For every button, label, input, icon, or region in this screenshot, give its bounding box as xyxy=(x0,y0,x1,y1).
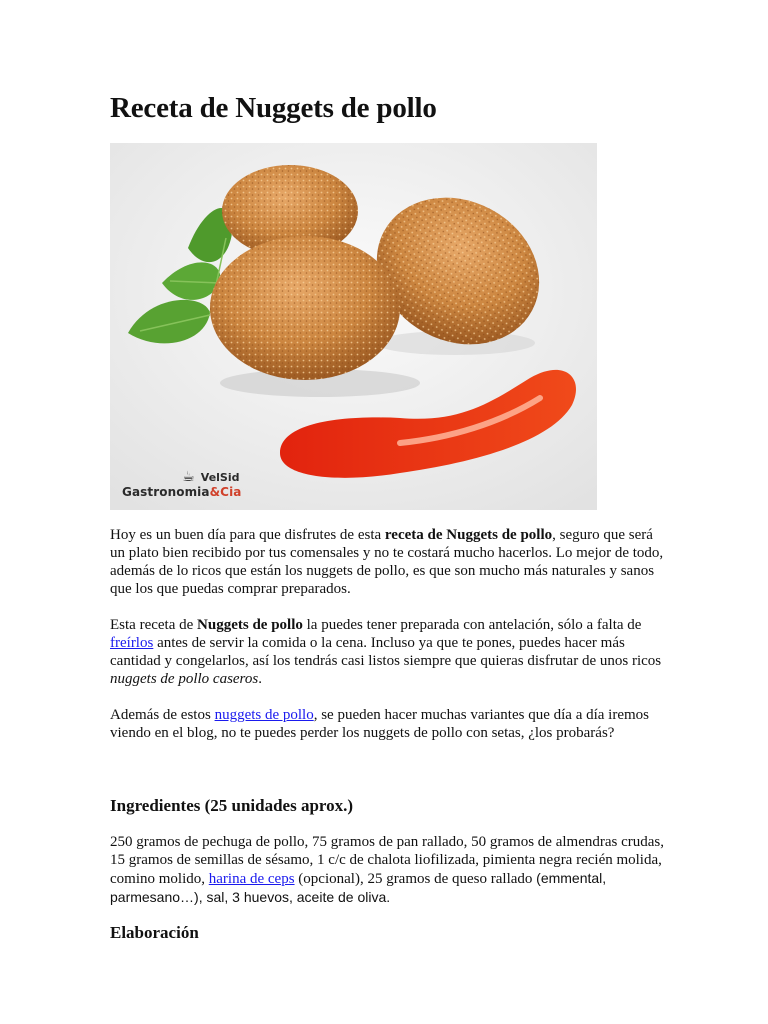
nuggets-illustration xyxy=(110,143,597,510)
third-paragraph: Además de estos nuggets de pollo, se pueden hacer muchas variantes que día a día iremos viendo en el blog, no te puedes perder los nuggets de pollo con setas, ¿los probarás? xyxy=(110,707,649,741)
logo-cia-text: Cia xyxy=(220,485,242,499)
nuggets-photo xyxy=(110,143,597,510)
para2-bold: Nuggets de pollo xyxy=(197,617,303,633)
velsid-logo xyxy=(122,470,242,498)
logo-gastronomia-text: Gastronomia xyxy=(122,485,210,499)
ingredients-paragraph: 250 gramos de pechuga de pollo, 75 gramos de pan rallado, 50 gramos de almendras crudas, 15 gramos de semillas de sésamo, 1 c/c de chalota liofilizada, pimienta negra recién molida, comino molido, harina de ceps (opcional), 25 gramos de queso rallado (emmental, parmesano…), sal, 3 huevos, aceite de oliva. xyxy=(110,834,665,905)
page-title: Receta de Nuggets de pollo xyxy=(110,92,437,124)
logo-velsid-text: VelSid xyxy=(200,471,240,484)
intro-paragraph: Hoy es un buen día para que disfrutes de esta receta de Nuggets de pollo, seguro que será un plato bien recibido por tus comensales y no te costará mucho hacerlos. Lo mejor de todo, además de lo ricos que están los nuggets de pollo, es que son mucho más naturales y sanos que los que puedas comprar preparados. xyxy=(110,527,664,597)
logo-amp-text: & xyxy=(209,485,221,499)
freirlos-link[interactable]: freírlos xyxy=(110,635,154,651)
para2-italic: nuggets de pollo caseros xyxy=(110,671,259,687)
elaboracion-heading: Elaboración xyxy=(110,923,199,942)
second-paragraph: Esta receta de Nuggets de pollo la puedes tener preparada con antelación, sólo a falta de freírlos antes de servir la comida o la cena. Incluso ya que te pones, puedes hacer más cantidad y congelarlos, así los tendrás casi listos siempre que quieras disfrutar de unos ricos nuggets de pollo caseros. xyxy=(110,617,662,687)
harina-ceps-link[interactable]: harina de ceps xyxy=(208,871,295,887)
chef-hat-icon: ☕ xyxy=(182,469,195,485)
intro-bold: receta de Nuggets de pollo xyxy=(384,527,553,543)
ingredients-heading: Ingredientes (25 unidades aprox.) xyxy=(110,796,354,815)
nuggets-link[interactable]: nuggets de pollo xyxy=(214,707,314,723)
